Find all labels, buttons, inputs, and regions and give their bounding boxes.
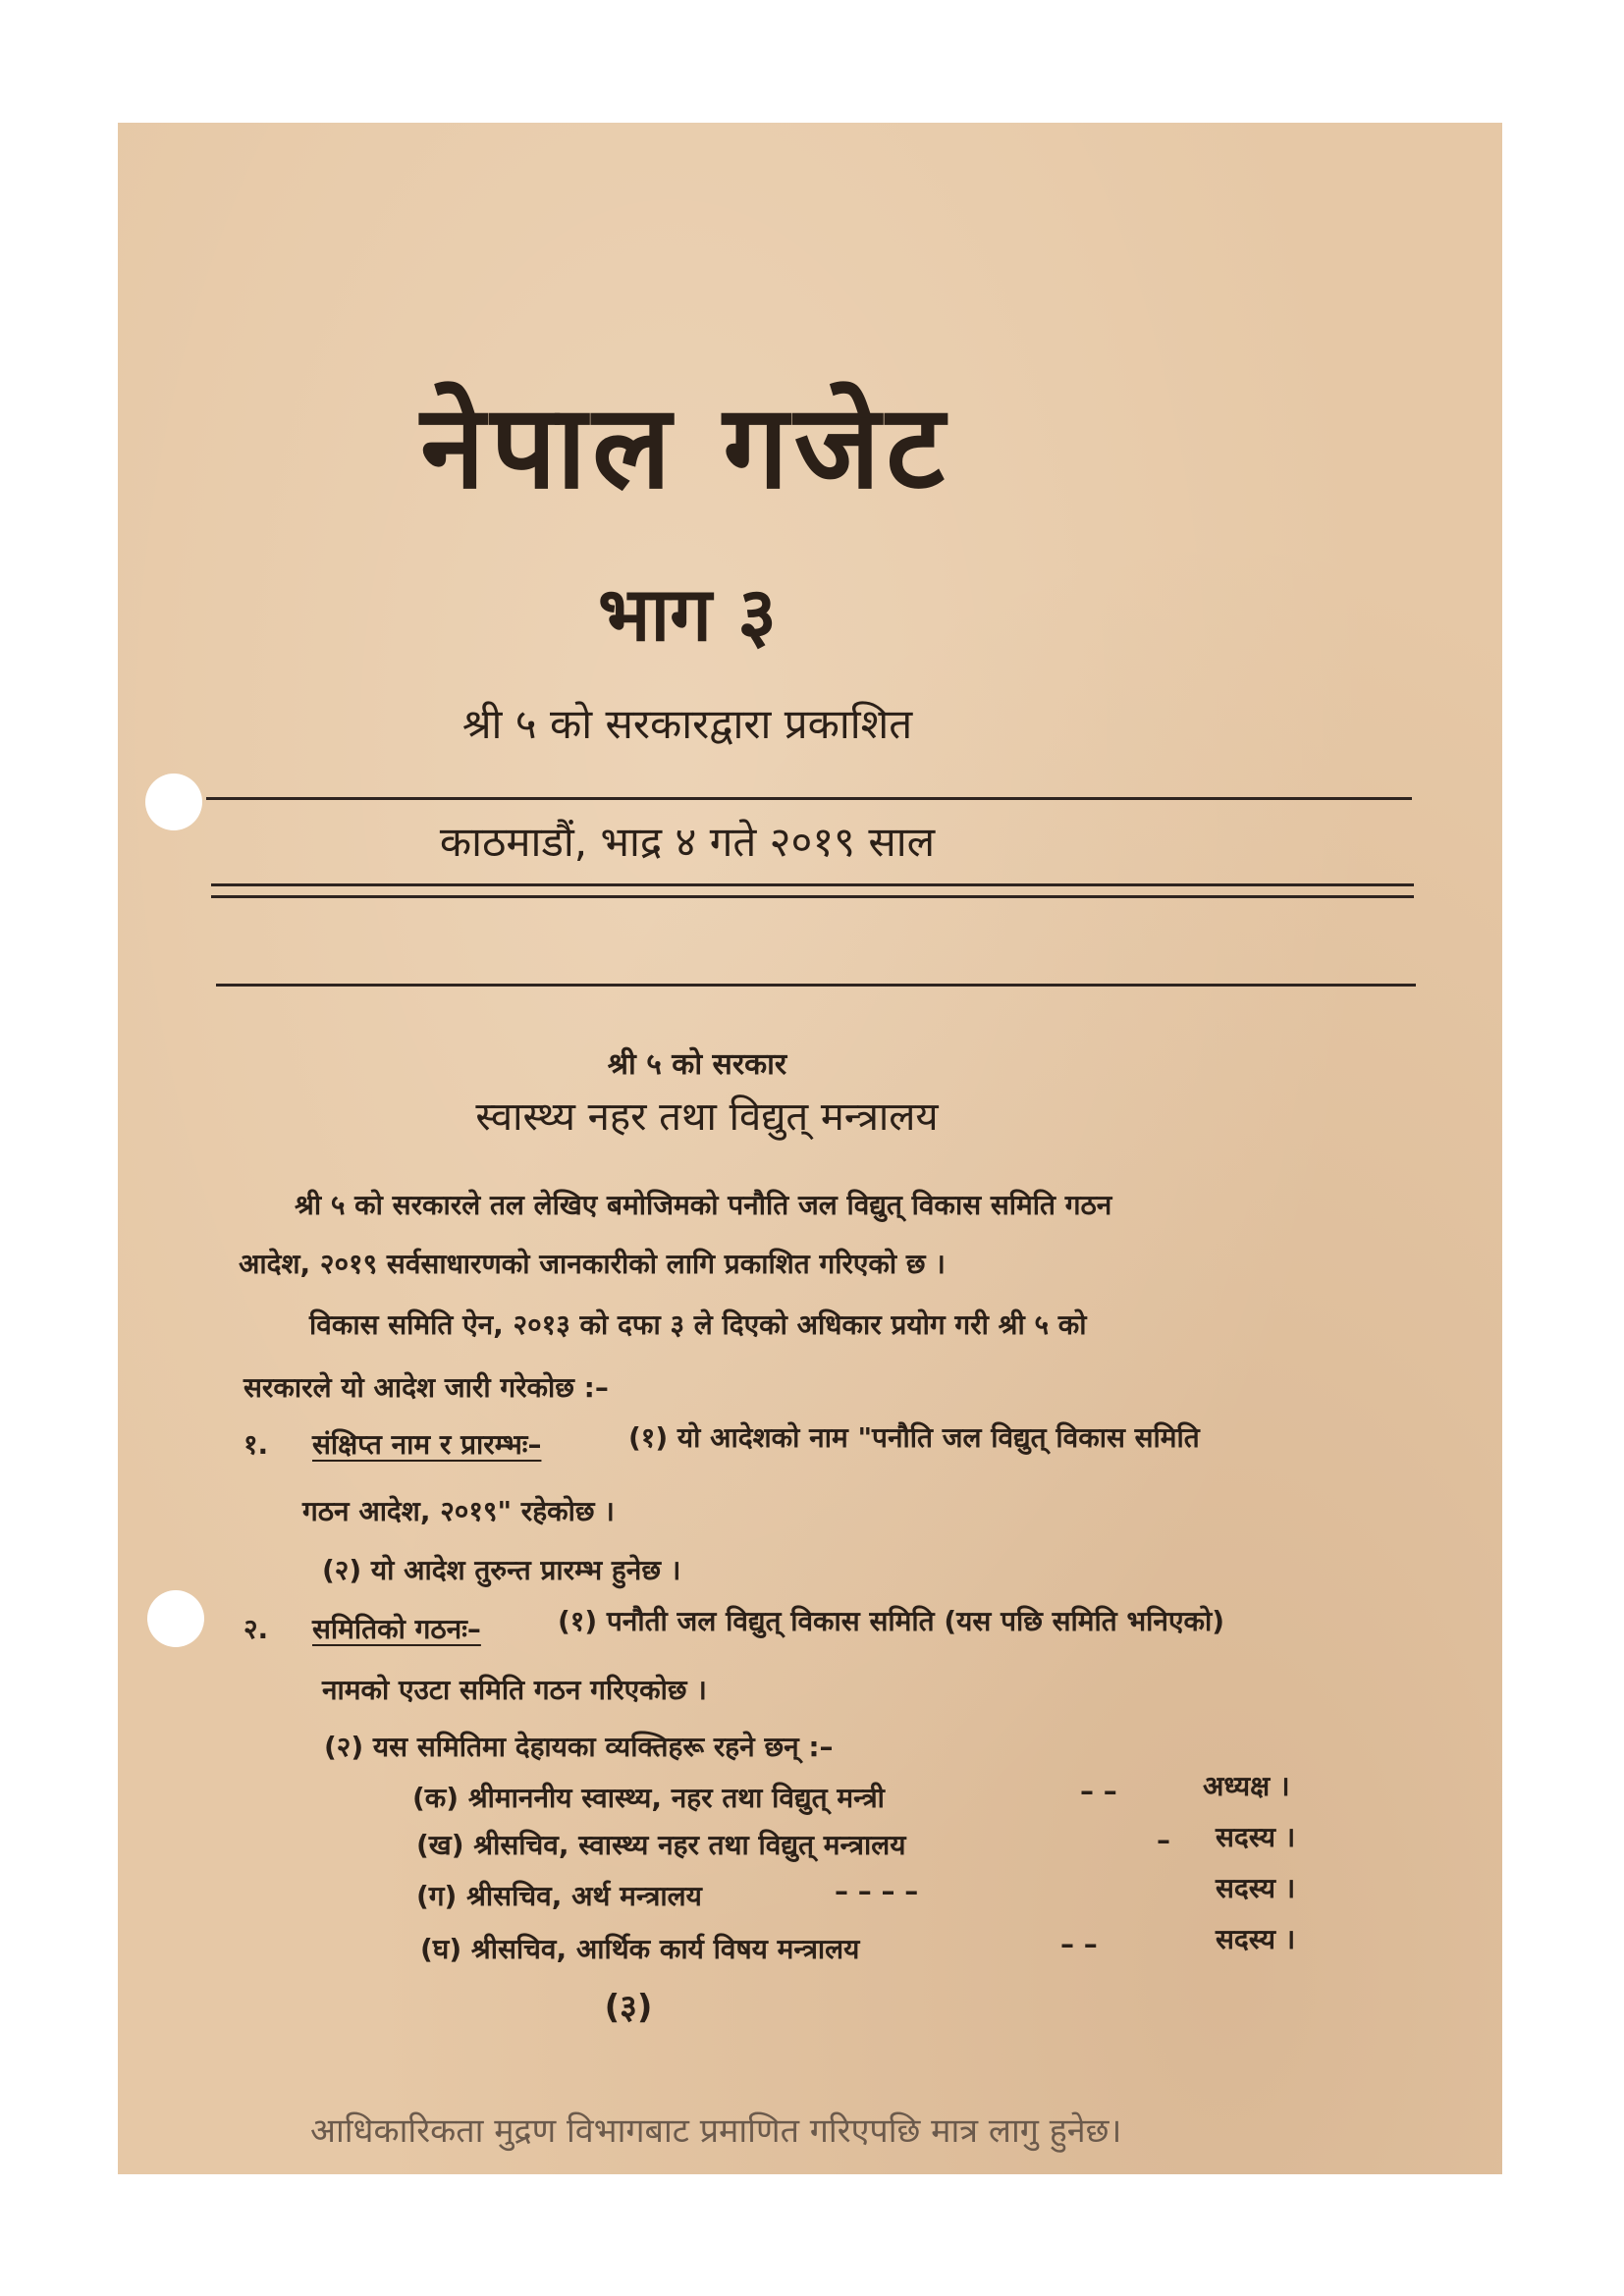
gazette-part: भाग ३ bbox=[598, 570, 777, 658]
rule-3 bbox=[211, 895, 1414, 898]
member-label: (ख) श्रीसचिव, स्वास्थ्य नहर तथा विद्युत् मन्त्रालय bbox=[416, 1829, 906, 1861]
member-row-4-dashes: – – bbox=[1060, 1928, 1098, 1960]
punch-hole-bottom bbox=[147, 1590, 204, 1647]
member-row-1 bbox=[412, 1779, 885, 1816]
page-number: (३) bbox=[604, 1988, 653, 2027]
section-2-number: २. bbox=[244, 1613, 269, 1645]
section-2-subsection-2: (२) यस समितिमा देहायका व्यक्तिहरू रहने छन् :– bbox=[324, 1731, 834, 1763]
rule-1 bbox=[206, 797, 1412, 800]
authority-line-2: सरकारले यो आदेश जारी गरेकोछ :– bbox=[244, 1371, 609, 1404]
publisher-line: श्री ५ को सरकारद्वारा प्रकाशित bbox=[461, 700, 913, 748]
member-label: (घ) श्रीसचिव, आर्थिक कार्य विषय मन्त्रालय bbox=[420, 1933, 860, 1965]
rule-2 bbox=[211, 883, 1414, 886]
member-row-3-dashes: – – – – bbox=[835, 1875, 919, 1907]
gazette-title: नेपाल गजेट bbox=[420, 379, 950, 514]
member-label: (ग) श्रीसचिव, अर्थ मन्त्रालय bbox=[416, 1880, 702, 1912]
section-1-line-2: गठन आदेश, २०१९" रहेकोछ । bbox=[302, 1495, 615, 1527]
member-row-2-dashes: – bbox=[1157, 1824, 1170, 1856]
member-row-2-role: सदस्य । bbox=[1216, 1821, 1296, 1853]
government-heading: श्री ५ को सरकार bbox=[607, 1047, 787, 1082]
section-2-line-2: नामको एउटा समिति गठन गरिएकोछ । bbox=[322, 1674, 707, 1706]
member-row-3 bbox=[416, 1877, 702, 1914]
ministry-heading: स्वास्थ्य नहर तथा विद्युत् मन्त्रालय bbox=[475, 1095, 939, 1140]
member-row-3-role: सदस्य । bbox=[1216, 1872, 1296, 1904]
member-row-1-dashes: – – bbox=[1080, 1775, 1117, 1807]
dateline: काठमाडौं, भाद्र ४ गते २०१९ साल bbox=[439, 818, 936, 866]
member-row-4-role: सदस्य । bbox=[1216, 1923, 1296, 1955]
member-row-1-role: अध्यक्ष । bbox=[1203, 1770, 1290, 1802]
section-1-number: १. bbox=[244, 1428, 269, 1461]
punch-hole-top bbox=[145, 774, 202, 830]
authenticity-footer: आधिकारिकता मुद्रण विभागबाट प्रमाणित गरिएपछि मात्र लागु हुनेछ। bbox=[310, 2111, 1122, 2151]
section-1-subsection-2: (२) यो आदेश तुरुन्त प्रारम्भ हुनेछ । bbox=[322, 1554, 681, 1586]
rule-4 bbox=[216, 984, 1416, 987]
section-1-heading: संक्षिप्त नाम र प्रारम्भः– bbox=[312, 1428, 542, 1461]
section-1-text: (१) यो आदेशको नाम "पनौति जल विद्युत् विकास समिति bbox=[628, 1421, 1200, 1454]
intro-line-1: श्री ५ को सरकारले तल लेखिए बमोजिमको पनौति जल विद्युत् विकास समिति गठन bbox=[295, 1189, 1112, 1221]
member-row-2 bbox=[416, 1826, 905, 1863]
section-2-heading: समितिको गठनः– bbox=[312, 1613, 481, 1645]
section-2-text: (१) पनौती जल विद्युत् विकास समिति (यस पछि समिति भनिएको) bbox=[558, 1605, 1225, 1637]
intro-line-2: आदेश, २०१९ सर्वसाधारणको जानकारीको लागि प्रकाशित गरिएको छ । bbox=[239, 1248, 946, 1280]
member-label: (क) श्रीमाननीय स्वास्थ्य, नहर तथा विद्युत् मन्त्री bbox=[412, 1782, 885, 1814]
authority-line-1: विकास समिति ऐन, २०१३ को दफा ३ ले दिएको अधिकार प्रयोग गरी श्री ५ को bbox=[309, 1308, 1087, 1341]
member-row-4 bbox=[420, 1930, 859, 1967]
